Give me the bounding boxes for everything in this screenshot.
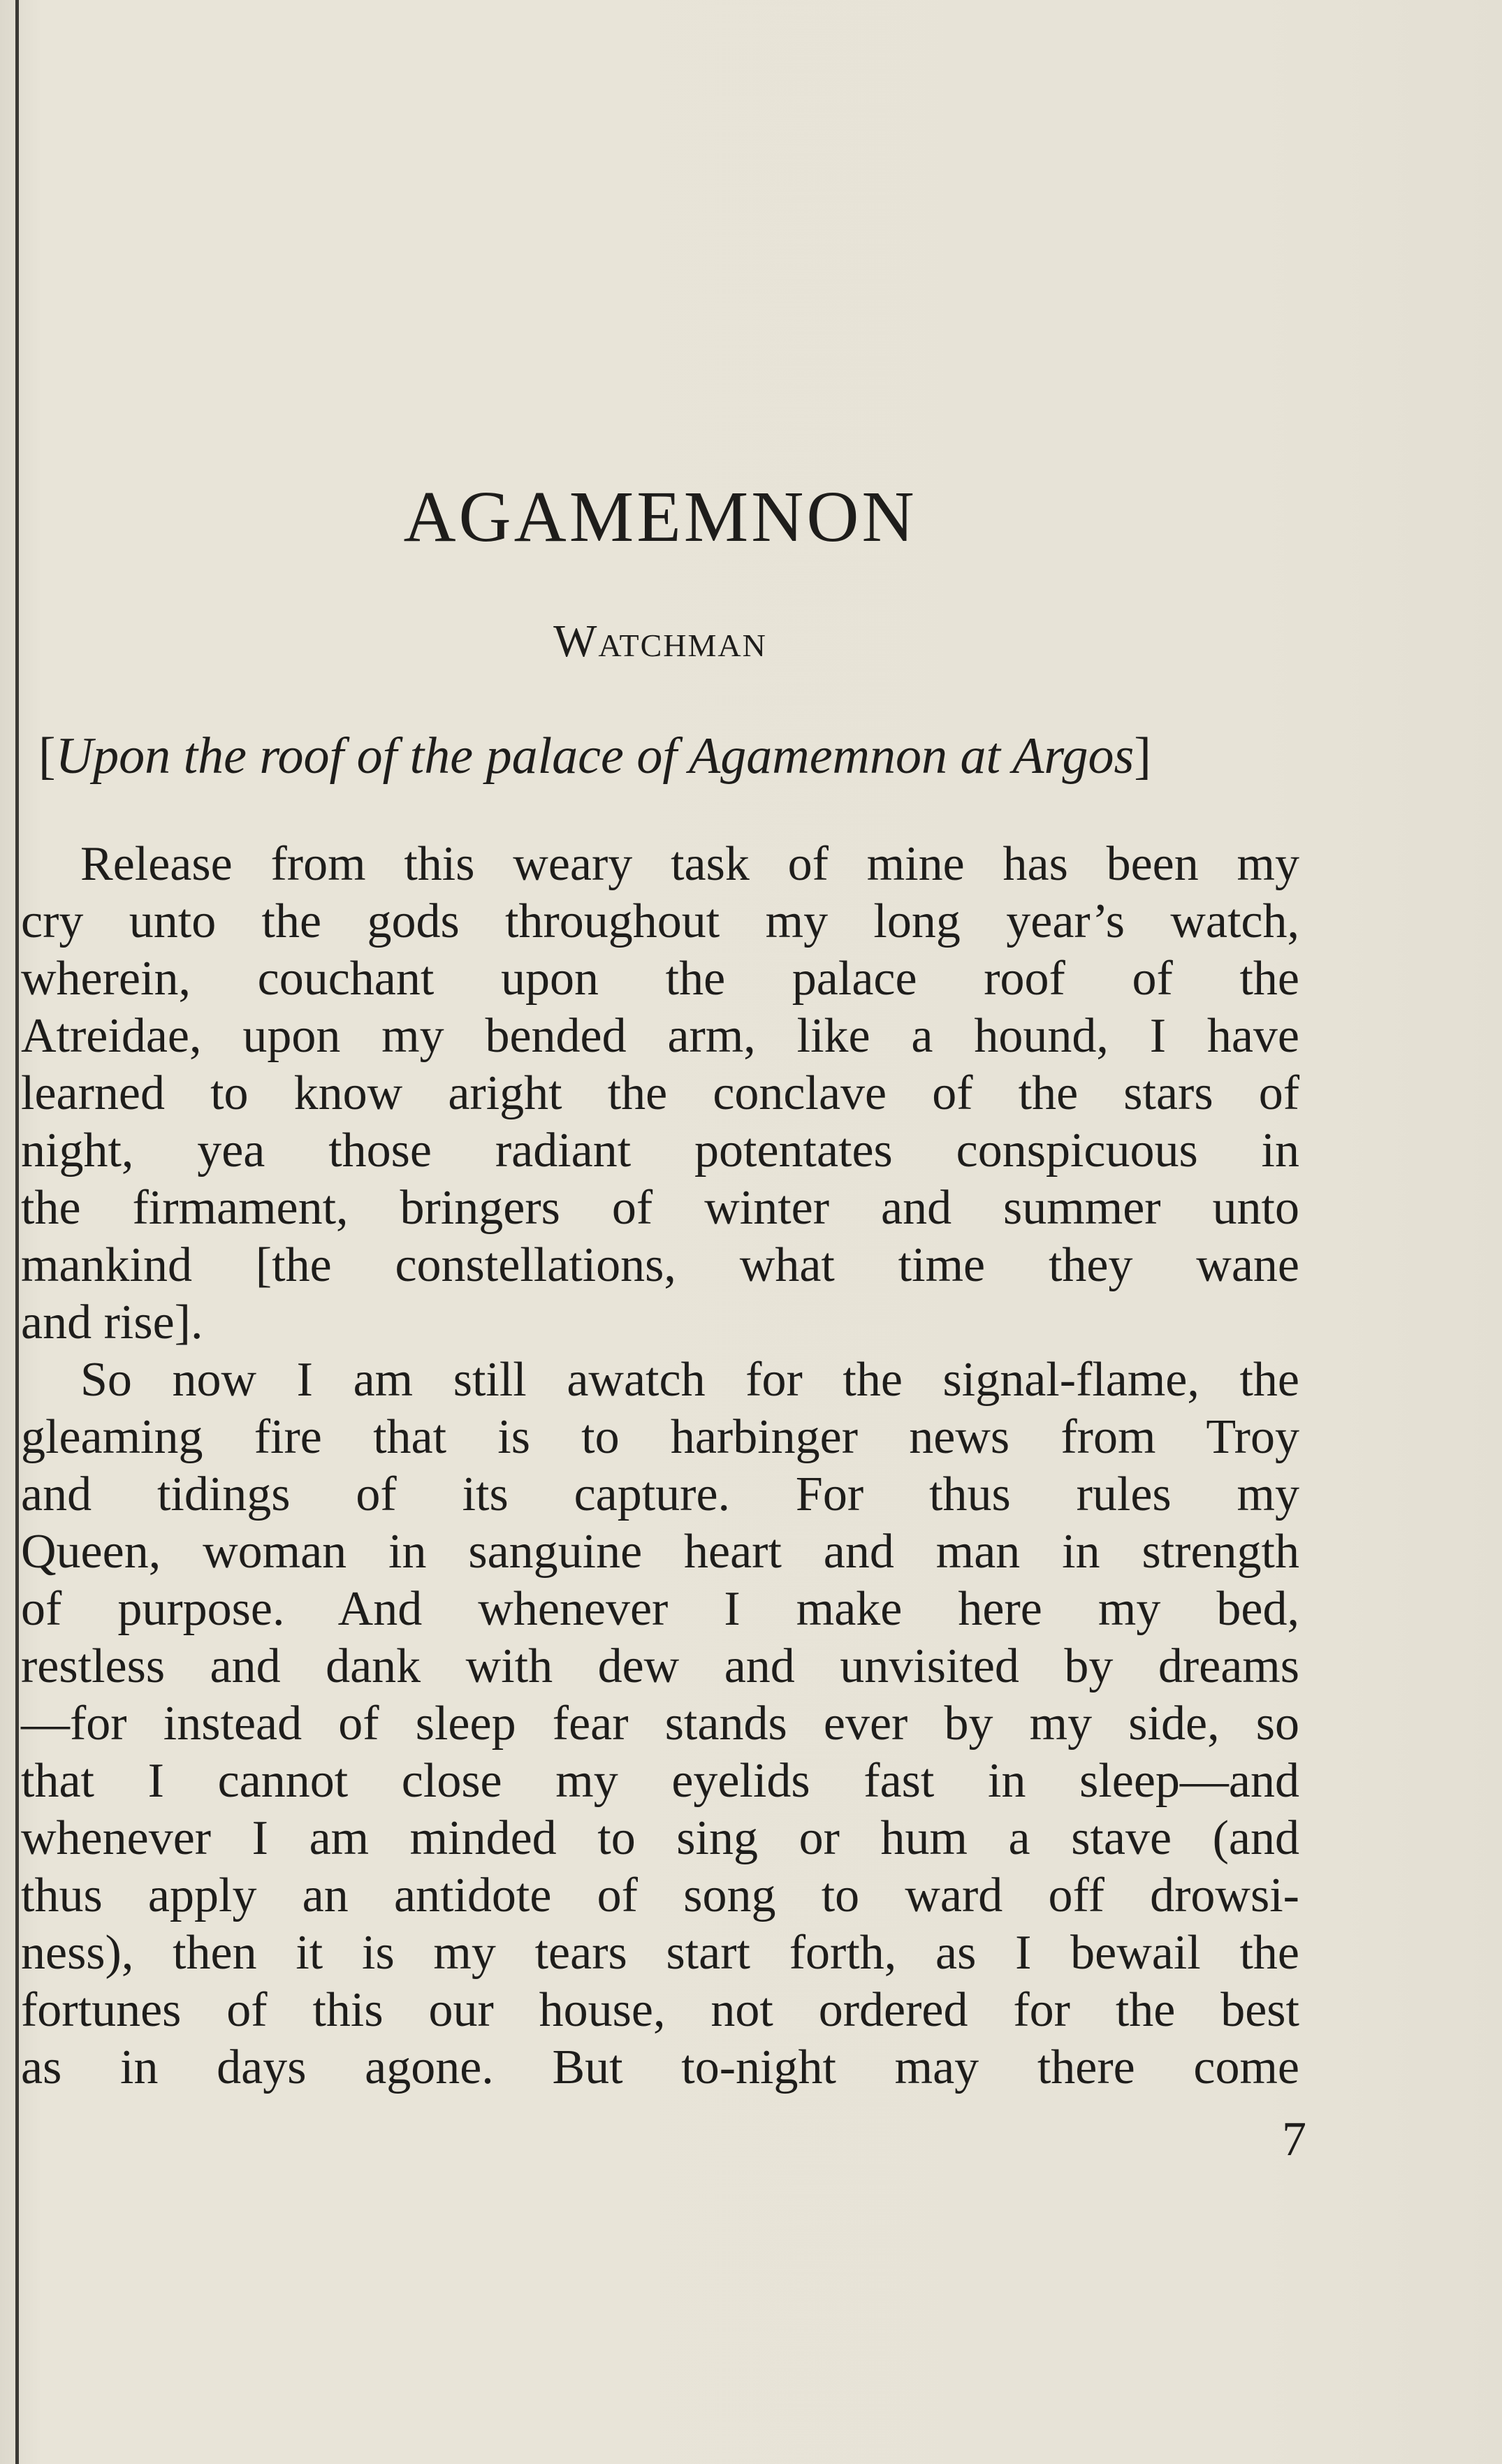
text-line: Atreidae, upon my bended arm, like a hound, I have — [21, 1009, 1299, 1063]
text-line: restless and dank with dew and unvisited by dreams — [21, 1639, 1299, 1693]
text-line: cry unto the gods throughout my long year’s watch, — [21, 894, 1299, 948]
text-line: mankind [the constellations, what time they wane — [21, 1238, 1299, 1292]
text-line: of purpose. And whenever I make here my bed, — [21, 1582, 1299, 1636]
text-line: night, yea those radiant potentates conspicuous in — [21, 1124, 1299, 1177]
text-line: —for instead of sleep fear stands ever by my side, so — [21, 1697, 1299, 1751]
text-line: and tidings of its capture. For thus rules my — [21, 1467, 1299, 1521]
text-line: whenever I am minded to sing or hum a stave (and — [21, 1811, 1299, 1865]
text-line: So now I am still awatch for the signal-flame, the — [80, 1353, 1299, 1407]
speech-text — [21, 836, 1299, 2096]
text-line: gleaming fire that is to harbinger news from Troy — [21, 1410, 1299, 1464]
stage-direction-open-bracket: [ — [38, 727, 56, 785]
text-line: and rise]. — [21, 1296, 203, 1349]
text-line: fortunes of this our house, not ordered for the best — [21, 1983, 1299, 2037]
text-line: the firmament, bringers of winter and summer unto — [21, 1181, 1299, 1235]
stage-direction-close-bracket: ] — [1134, 727, 1151, 785]
binding-gutter — [15, 0, 19, 2464]
text-line: thus apply an antidote of song to ward off drowsi- — [21, 1869, 1299, 1922]
text-line: learned to know aright the conclave of the stars of — [21, 1066, 1299, 1120]
text-line: wherein, couchant upon the palace roof of the — [21, 952, 1299, 1006]
text-line: ness), then it is my tears start forth, as I bewail the — [21, 1926, 1299, 1980]
speaker-heading: Watchman — [553, 616, 767, 667]
stage-direction-text: Upon the roof of the palace of Agamemnon at Argos — [55, 727, 1135, 785]
page-number: 7 — [1282, 2112, 1306, 2166]
stage-direction — [38, 727, 1310, 786]
play-title: AGAMEMNON — [403, 477, 917, 557]
text-line: as in days agone. But to-night may there come — [21, 2041, 1299, 2094]
text-line: Queen, woman in sanguine heart and man in strength — [21, 1525, 1299, 1579]
text-line: Release from this weary task of mine has been my — [80, 837, 1299, 891]
text-line: that I cannot close my eyelids fast in sleep—and — [21, 1754, 1299, 1808]
